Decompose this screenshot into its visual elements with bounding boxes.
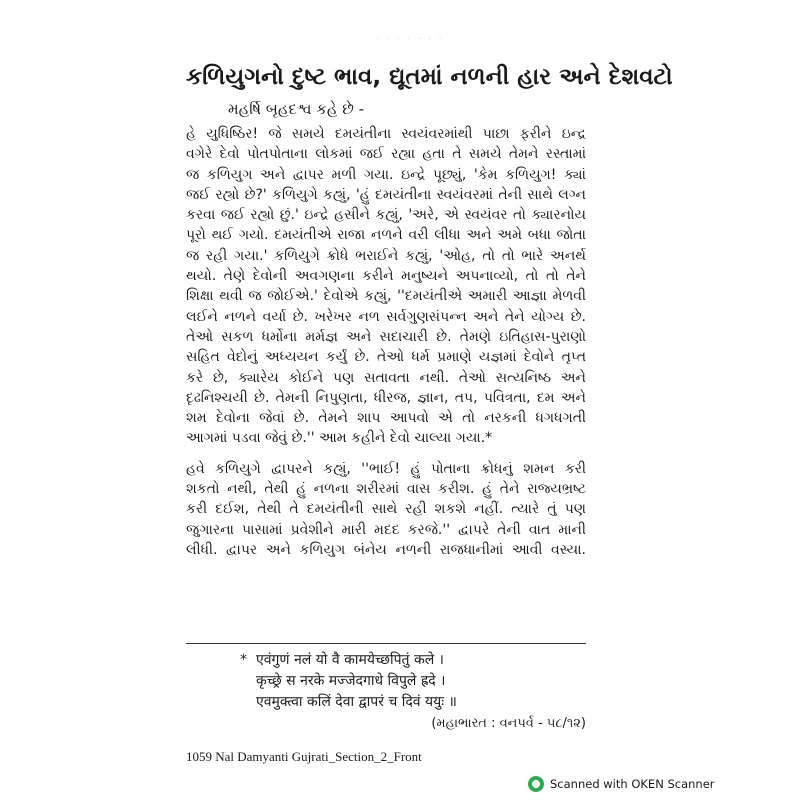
text-line: આગમાં પડવા જેવું છે.'' આમ કહીને દેવો ચાલ્યા ગયા.* xyxy=(186,430,493,447)
paragraph-2 xyxy=(186,459,586,560)
text-line: હવે કળિયુગે દ્વાપરને કહ્યું, ''ભાઈ! હું પોતાના ક્રોધનું શમન કરી xyxy=(186,460,586,477)
text-line: જ રહી ગયા.' કળિયુગે ક્રોધે ભરાઈને કહ્યું, 'ઓહ, તો તો ભારે અનર્થ xyxy=(186,247,586,264)
text-line: કરે છે, ક્યારેય કોઈને પણ સતાવતા નથી. તેઓ સત્યનિષ્ઠ અને xyxy=(186,369,586,386)
text-line: થયો. તેણે દેવોની અવગણના કરીને મનુષ્યને અપનાવ્યો, તો તો તેને xyxy=(186,268,586,285)
text-line: હે યુધિષ્ઠિર! જે સમયે દમયંતીના સ્વયંવરમાંથી પાછા ફરીને ઇન્દ્ર xyxy=(186,126,586,142)
speaker-line: મહર્ષિ બૃહદશ્વ કહે છે - xyxy=(228,100,365,118)
text-line: દૃઢનિશ્ચયી છે. તેમની નિપુણતા, ધીરજ, જ્ઞાન, તપ, પવિત્રતા, દમ અને xyxy=(186,389,586,406)
text-line: શમ દેવોના જેવાં છે. તેમને શાપ આપવો એ તો નરકની ધગધગતી xyxy=(186,410,586,427)
body-text xyxy=(186,124,586,560)
text-line: લીધી. દ્વાપર અને કળિયુગ બંનેય નળની રાજધાનીમાં આવી વસ્યા. xyxy=(186,541,586,558)
text-line: વગેરે દેવો પોતપોતાના લોકમાં જઈ રહ્યા હતા તે સમયે તેમને રસ્તામાં xyxy=(186,146,586,163)
chapter-title: કળિયુગનો દુષ્ટ ભાવ, દ્યૂતમાં નળની હાર અને દેશવટો xyxy=(186,64,673,90)
text-line: કરવા જઈ રહ્યો છું.' ઇન્દ્રે હસીને કહ્યું, 'અરે, એ સ્વયંવર તો ક્યારનોય xyxy=(186,207,586,224)
text-line: કરી દઈશ, તેથી તે દમયંતીની સાથે રહી શકશે નહીં. ત્યારે તું પણ xyxy=(186,501,586,518)
faint-page-header: · · · · · · · xyxy=(376,34,444,45)
text-line: લઈને નળને વર્યા છે. ખરેખર નળ સર્વગુણસંપન્ન અને તેને યોગ્ય છે. xyxy=(186,308,586,325)
footnote xyxy=(240,650,586,734)
file-label: 1059 Nal Damyanti Gujrati_Section_2_Front xyxy=(186,749,422,764)
footnote-marker: * xyxy=(240,652,247,668)
text-line: તેઓ સકળ ધર્મોના મર્મજ્ઞ અને સદાચારી છે. તેમણે ઇતિહાસ-પુરાણો xyxy=(186,328,586,345)
text-line: જ કળિયુગ અને દ્વાપર મળી ગયા. ઇન્દ્રે પૂછ્યું, 'કેમ કળિયુગ! ક્યાં xyxy=(186,166,586,183)
verse-line: एवंगुणं नलं यो वै कामयेच्छपितुं कले । xyxy=(256,652,444,668)
oken-scanner-logo-icon xyxy=(528,776,544,792)
verse-line: कृच्छ्रे स नरके मज्जेदगाधे विपुले ह्रदे । xyxy=(256,673,446,689)
text-line: જુગારના પાસામાં પ્રવેશીને મારી મદદ કરજે.'' દ્વાપરે તેની વાત માની xyxy=(186,521,586,538)
paragraph-1 xyxy=(186,124,586,449)
text-line: શિક્ષા થવી જ જોઈએ.' દેવોએ કહ્યું, ''દમયંતીએ અમારી આજ્ઞા મેળવી xyxy=(186,288,586,305)
verse-line: एवमुक्त्वा कलिं देवा द्वापरं च दिवं ययुः ॥ xyxy=(256,694,457,710)
footnote-divider xyxy=(186,643,586,644)
footnote-citation: (મહાભારત : વનપર્વ - ૫૮/૧૨) xyxy=(431,716,586,731)
scanner-label: Scanned with OKEN Scanner xyxy=(550,777,715,791)
text-line: સહિત વેદોનું અધ્યયન કર્યું છે. તેઓ ધર્મ પ્રમાણે યજ્ઞમાં દેવોને તૃપ્ત xyxy=(186,349,586,366)
text-line: જઈ રહ્યો છે?' કળિયુગે કહ્યું, 'હું દમયંતીના સ્વયંવરમાં તેની સાથે લગ્ન xyxy=(186,186,586,203)
text-line: શકતો નથી, તેથી હું નળના શરીરમાં વાસ કરીશ. હું તેને રાજ્યભ્રષ્ટ xyxy=(186,481,586,498)
text-line: પૂરો થઈ ગયો. દમયંતીએ રાજા નળને વરી લીધા અને અમે બધા જોતા xyxy=(186,227,586,244)
scanner-watermark xyxy=(528,776,715,792)
